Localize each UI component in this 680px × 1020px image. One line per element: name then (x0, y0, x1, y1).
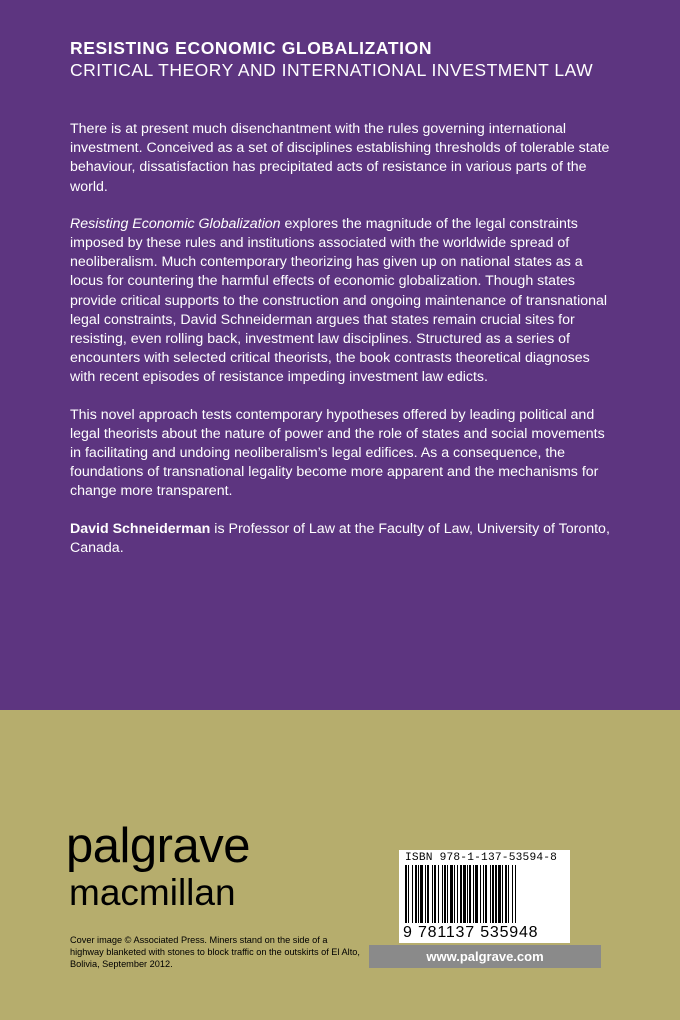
blurb-paragraph-2-text: explores the magnitude of the legal constraints imposed by these rules and institutions associated with the worldwide spread of neoliberalism. Much contemporary theorizing has given up on national states as a locus for countering the harmful effects of economic globalization. Though states provide critical supports to the construction and ongoing maintenance of transnational legal constraints, David Schneiderman argues that states remain crucial sites for resisting, even rolling back, investment law disciplines. Structured as a series of encounters with selected critical theorists, the book contrasts theoretical diagnoses with recent episodes of resistance impeding investment law edicts. (70, 215, 608, 386)
isbn-barcode (399, 850, 570, 943)
author-name: David Schneiderman (70, 520, 211, 537)
isbn-label: ISBN 978-1-137-53594-8 (405, 852, 558, 864)
publisher-logo-macmillan: macmillan (69, 872, 236, 913)
cover-image-credit: Cover image © Associated Press. Miners stand on the side of a highway blanketed with stones to block traffic on the outskirts of El Alto, Bolivia, September 2012. (70, 935, 360, 969)
publisher-logo-palgrave: palgrave (66, 819, 250, 873)
book-subtitle: CRITICAL THEORY AND INTERNATIONAL INVESTMENT LAW (70, 60, 594, 80)
book-title: RESISTING ECONOMIC GLOBALIZATION (70, 38, 433, 58)
book-title-italic: Resisting Economic Globalization (70, 215, 281, 232)
barcode-digits: 9 781137 535948 (403, 924, 539, 941)
publisher-url: www.palgrave.com (369, 945, 601, 968)
blurb-paragraph-2 (70, 215, 610, 388)
blurb-paragraph-1: There is at present much disenchantment with the rules governing international investment. Conceived as a set of disciplines establishing thresholds of tolerable state behaviour, dissatisfaction has precipitated acts of resistance in various parts of the world. (70, 121, 610, 195)
blurb-paragraph-3: This novel approach tests contemporary hypotheses offered by leading political and legal theorists about the nature of power and the role of states and social movements in facilitating and undoing neoliberalism’s legal edifices. As a consequence, the foundations of transnational legality become more apparent and the mechanisms for change more transparent. (70, 406, 605, 500)
author-bio-text: is Professor of Law at the Faculty of Law, University of Toronto, Canada. (70, 520, 610, 556)
author-bio (70, 520, 610, 558)
back-cover-blurb (70, 120, 610, 576)
barcode-bars (405, 865, 563, 925)
